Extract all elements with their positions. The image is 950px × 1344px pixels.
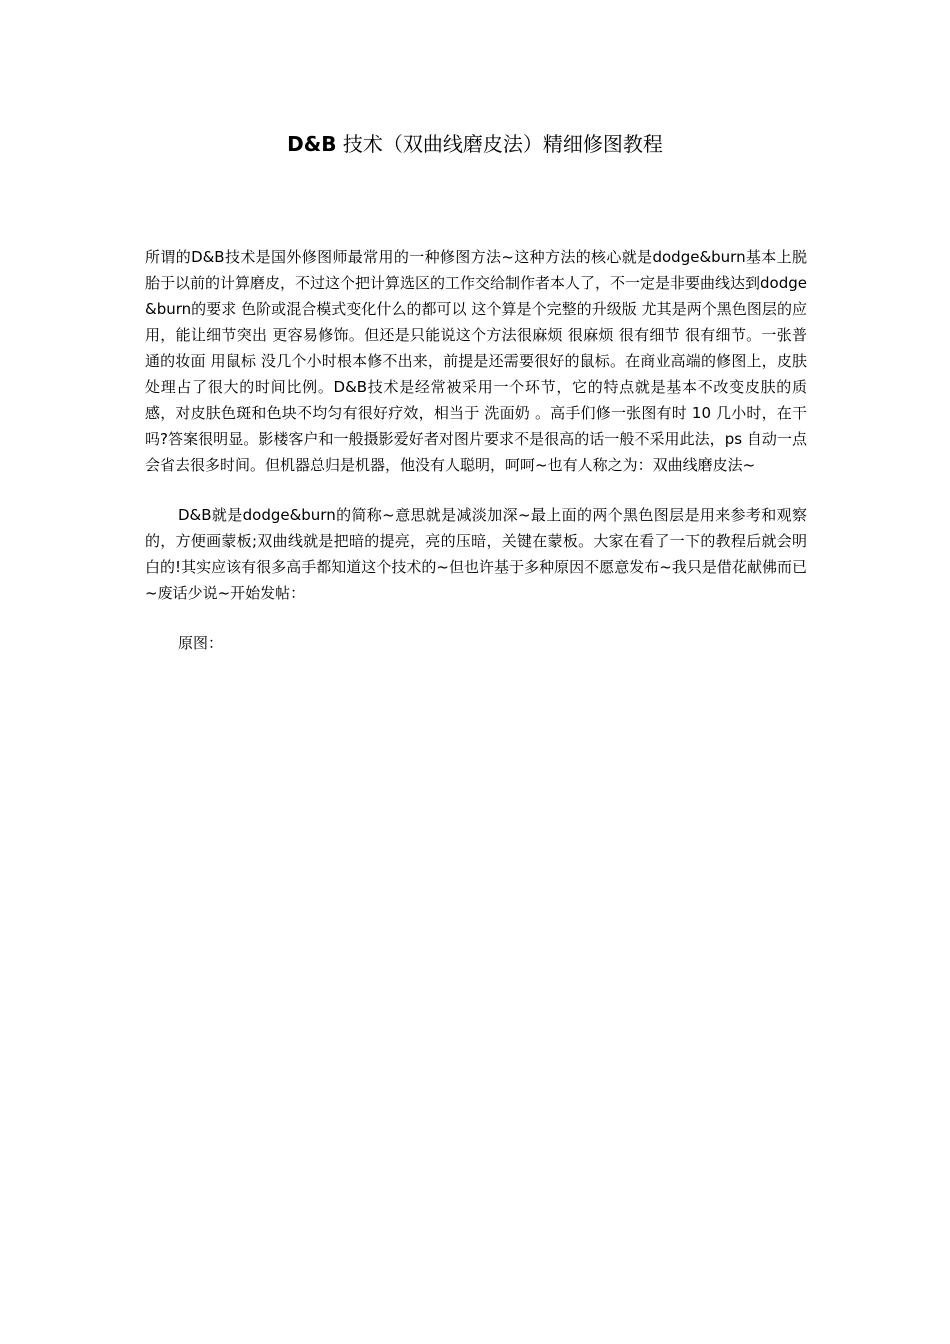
document-title bbox=[0, 128, 950, 160]
paragraph-original-image-label: 原图： bbox=[178, 634, 224, 652]
paragraph-intro: 所谓的D&B技术是国外修图师最常用的一种修图方法~这种方法的核心就是dodge&burn基本上脱胎于以前的计算磨皮，不过这个把计算选区的工作交给制作者本人了，不一定是非要曲线达到dodge&burn的要求 色阶或混合模式变化什么的都可以 这个算是个完整的升级版 尤其是两个黑色图层的应用，能让细节突出 更容易修饰。但还是只能说这个方法很麻烦 很麻烦 很有细节 很有细节。一张普通的妆面 用鼠标 没几个小时根本修不出来，前提是还需要很好的鼠标。在商业高端的修图上，皮肤处理占了很大的时间比例。D&B技术是经常被采用一个环节，它的特点就是基本不改变皮肤的质感，对皮肤色斑和色块不均匀有很好疗效，相当于 洗面奶 。高手们修一张图有时 10 几小时，在干吗?答案很明显。影楼客户和一般摄影爱好者对图片要求不是很高的话一般不采用此法，ps 自动一点会省去很多时间。但机器总归是机器，他没有人聪明，呵呵~也有人称之为：双曲线磨皮法~ bbox=[145, 248, 807, 474]
paragraph-definition: D&B就是dodge&burn的简称~意思就是减淡加深~最上面的两个黑色图层是用来参考和观察的，方便画蒙板;双曲线就是把暗的提亮，亮的压暗，关键在蒙板。大家在看了一下的教程后就会明白的!其实应该有很多高手都知道这个技术的~但也许基于多种原因不愿意发布~我只是借花献佛而已~废话少说~开始发帖： bbox=[145, 506, 807, 602]
title-bold-part: D&B bbox=[287, 132, 337, 156]
document-body bbox=[145, 244, 807, 656]
title-rest-part: 技术（双曲线磨皮法）精细修图教程 bbox=[336, 132, 663, 156]
